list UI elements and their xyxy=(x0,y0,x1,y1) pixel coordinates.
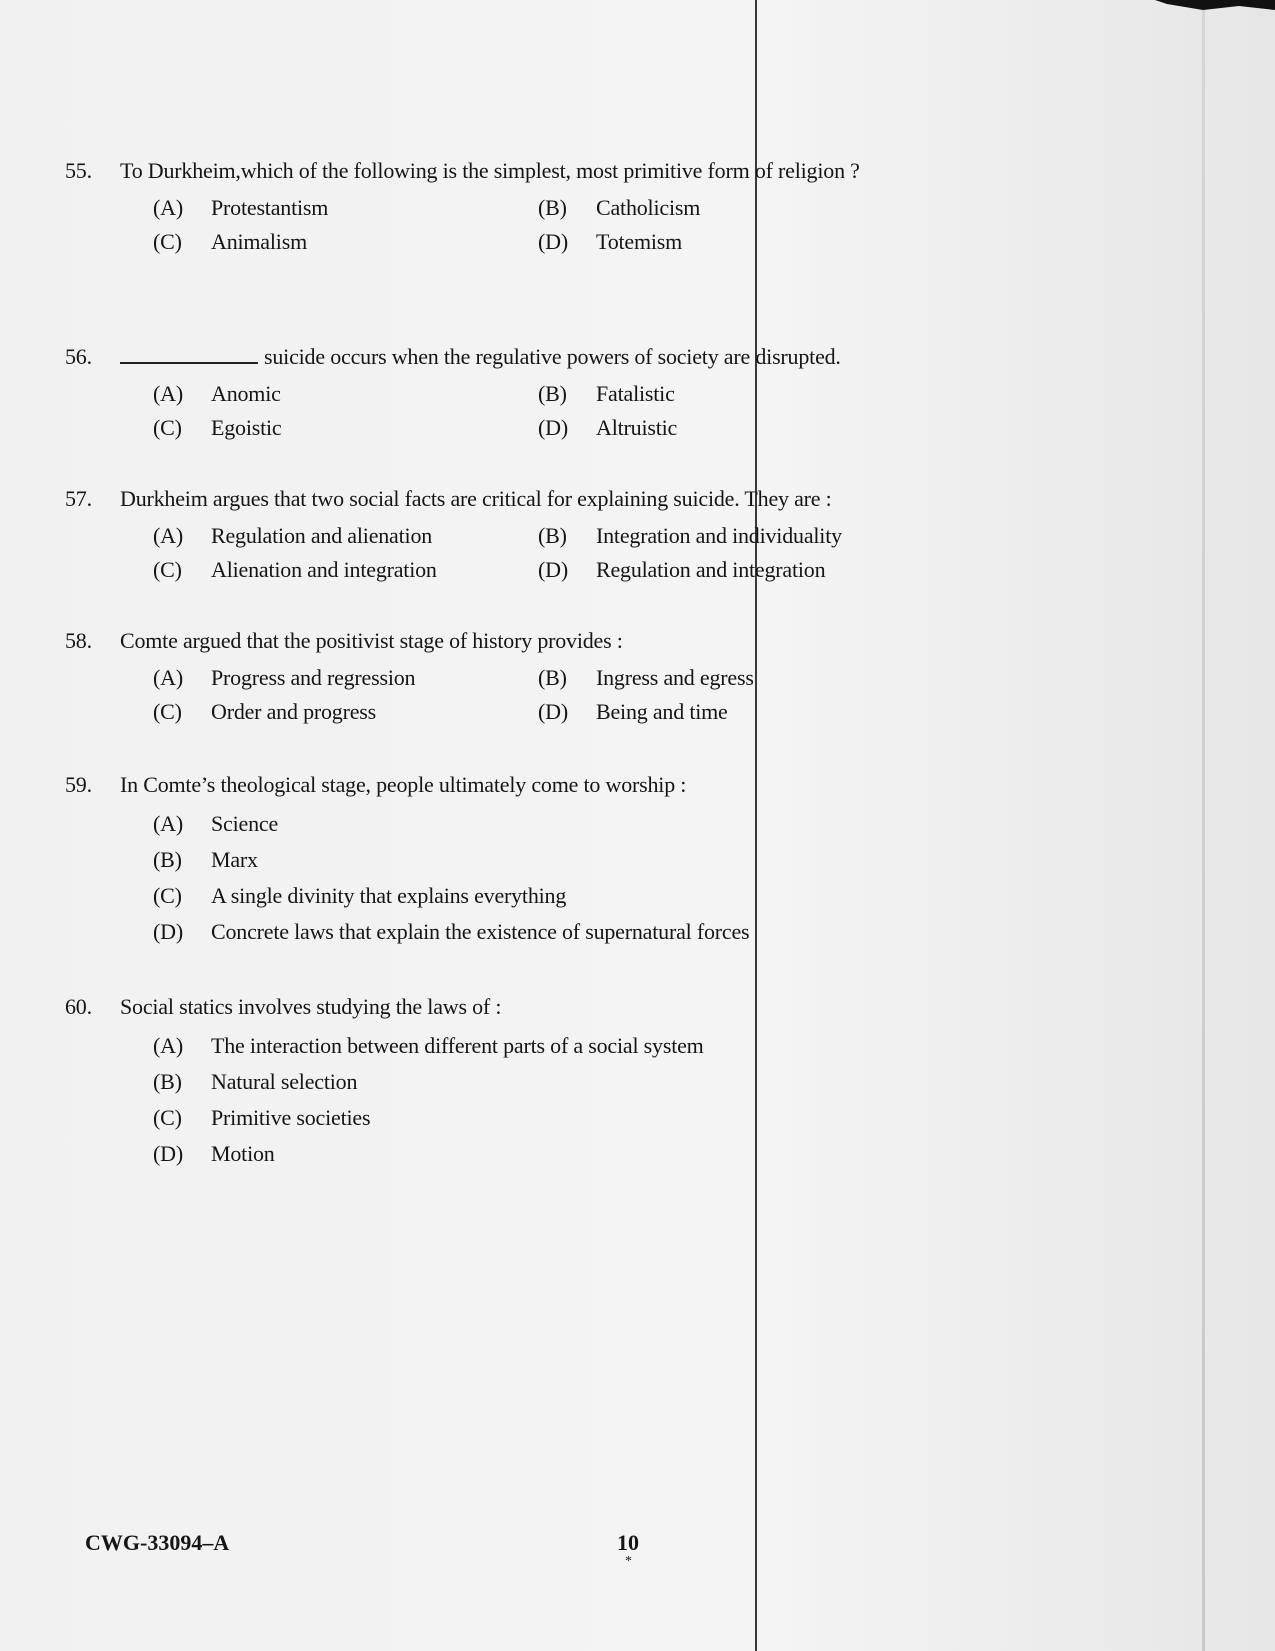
option-c: (C) Egoistic xyxy=(153,415,282,440)
option-b: (B) Natural selection xyxy=(153,1069,358,1094)
option-d: (D) Motion xyxy=(153,1141,275,1166)
question-text: To Durkheim,which of the following is the simplest, most primitive form of religion ? xyxy=(120,158,860,183)
option-c: (C) A single divinity that explains everything xyxy=(153,883,567,908)
option-c: (C) Primitive societies xyxy=(153,1105,371,1130)
question-text: Comte argued that the positivist stage of history provides : xyxy=(120,628,623,653)
option-a: (A) Regulation and alienation xyxy=(153,523,433,548)
paper-code: CWG-33094–A xyxy=(85,1530,230,1555)
question-58 xyxy=(65,622,925,726)
option-a: (A) Anomic xyxy=(153,381,281,406)
option-list xyxy=(153,810,925,946)
question-number: 55. xyxy=(65,158,92,183)
option-d: (D) Altruistic xyxy=(538,415,678,440)
question-number: 59. xyxy=(65,772,92,797)
option-a: (A) Progress and regression xyxy=(153,665,416,690)
question-text: Durkheim argues that two social facts are critical for explaining suicide. They are : xyxy=(120,486,832,511)
question-text: suicide occurs when the regulative powers of society are disrupted. xyxy=(264,344,841,369)
option-c: (C) Alienation and integration xyxy=(153,557,437,582)
question-number: 57. xyxy=(65,486,92,511)
page-edge xyxy=(1202,0,1205,1651)
option-a: (A) Science xyxy=(153,811,279,836)
scan-corner-mark xyxy=(1155,0,1275,10)
page-number: 10 xyxy=(617,1530,639,1555)
question-55 xyxy=(65,152,905,256)
option-d: (D) Regulation and integration xyxy=(538,557,826,582)
option-a: (A) The interaction between different parts of a social system xyxy=(153,1033,704,1058)
fill-in-blank xyxy=(120,342,258,364)
option-grid xyxy=(153,664,925,726)
question-56 xyxy=(65,338,925,442)
question-text: In Comte’s theological stage, people ultimately come to worship : xyxy=(120,772,687,797)
option-a: (A) Protestantism xyxy=(153,195,329,220)
option-grid xyxy=(153,194,905,256)
option-c: (C) Animalism xyxy=(153,229,307,254)
option-b: (B) Marx xyxy=(153,847,258,872)
page-footer xyxy=(85,1530,1275,1570)
question-60 xyxy=(65,988,925,1168)
option-grid xyxy=(153,522,925,584)
option-d: (D) Concrete laws that explain the existence of supernatural forces xyxy=(153,919,750,944)
question-number: 58. xyxy=(65,628,92,653)
question-59 xyxy=(65,766,925,946)
question-57 xyxy=(65,480,925,584)
option-d: (D) Being and time xyxy=(538,699,728,724)
option-list xyxy=(153,1032,925,1168)
question-number: 56. xyxy=(65,344,92,369)
option-b: (B) Ingress and egress xyxy=(538,665,754,690)
option-c: (C) Order and progress xyxy=(153,699,377,724)
option-b: (B) Integration and individuality xyxy=(538,523,842,548)
footer-star-mark: * xyxy=(625,1554,632,1569)
option-grid xyxy=(153,380,925,442)
question-text: Social statics involves studying the laws of : xyxy=(120,994,502,1019)
option-b: (B) Fatalistic xyxy=(538,381,675,406)
option-d: (D) Totemism xyxy=(538,229,683,254)
question-number: 60. xyxy=(65,994,92,1019)
option-b: (B) Catholicism xyxy=(538,195,701,220)
